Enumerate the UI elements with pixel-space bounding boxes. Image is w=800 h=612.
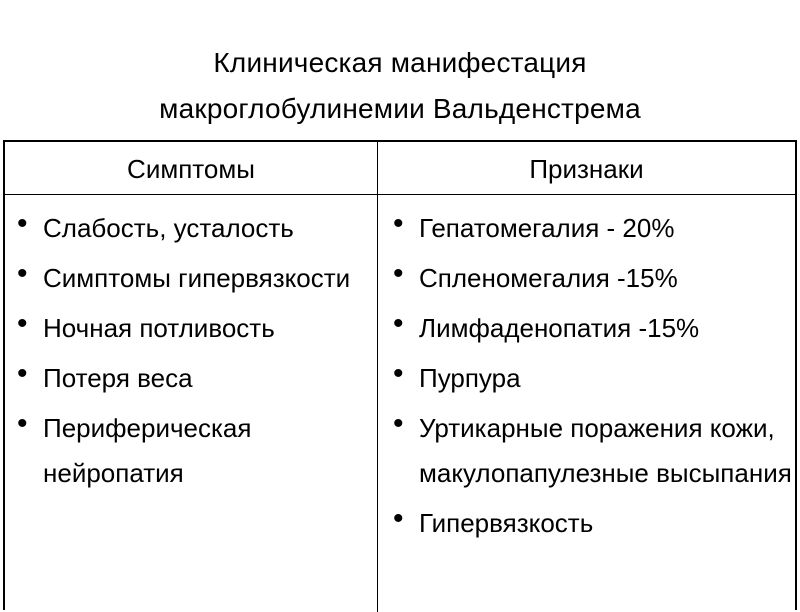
title-line-2: макроглобулинемии Вальденстрема: [159, 93, 641, 124]
list-item: [393, 406, 793, 496]
bullet-icon: •: [393, 407, 404, 440]
list-item: [17, 406, 372, 496]
symptom-text: Периферическая нейропатия: [43, 413, 252, 488]
list-item: [393, 356, 793, 401]
bullet-icon: •: [393, 257, 404, 290]
bullet-icon: •: [393, 357, 404, 390]
symptom-text: Симптомы гипервязкости: [43, 263, 351, 293]
header-divider: [5, 194, 795, 195]
symptoms-list: [17, 206, 372, 501]
manifestation-table: [3, 140, 797, 610]
sign-text: Спленомегалия -15%: [419, 263, 678, 293]
list-item: [17, 206, 372, 251]
bullet-icon: •: [393, 307, 404, 340]
signs-list: [393, 206, 793, 551]
list-item: [17, 356, 372, 401]
bullet-icon: •: [17, 407, 28, 440]
sign-text: Пурпура: [419, 363, 521, 393]
bullet-icon: •: [17, 257, 28, 290]
column-header-signs: Признаки: [529, 154, 644, 184]
symptom-text: Ночная потливость: [43, 313, 275, 343]
sign-text: Лимфаденопатия -15%: [419, 313, 700, 343]
bullet-icon: •: [393, 502, 404, 535]
symptom-text: Слабость, усталость: [43, 213, 294, 243]
list-item: [393, 501, 793, 546]
sign-text: Уртикарные поражения кожи, макулопапулезные высыпания: [419, 413, 792, 488]
bullet-icon: •: [393, 207, 404, 240]
title-line-1: Клиническая манифестация: [213, 47, 587, 78]
slide-title: [0, 40, 800, 132]
symptom-text: Потеря веса: [43, 363, 193, 393]
list-item: [393, 206, 793, 251]
list-item: [393, 306, 793, 351]
bullet-icon: •: [17, 307, 28, 340]
column-header-symptoms: Симптомы: [127, 154, 255, 184]
column-divider: [377, 142, 378, 612]
bullet-icon: •: [17, 207, 28, 240]
sign-text: Гепатомегалия - 20%: [419, 213, 675, 243]
list-item: [393, 256, 793, 301]
sign-text: Гипервязкость: [419, 508, 594, 538]
list-item: [17, 256, 372, 301]
list-item: [17, 306, 372, 351]
bullet-icon: •: [17, 357, 28, 390]
